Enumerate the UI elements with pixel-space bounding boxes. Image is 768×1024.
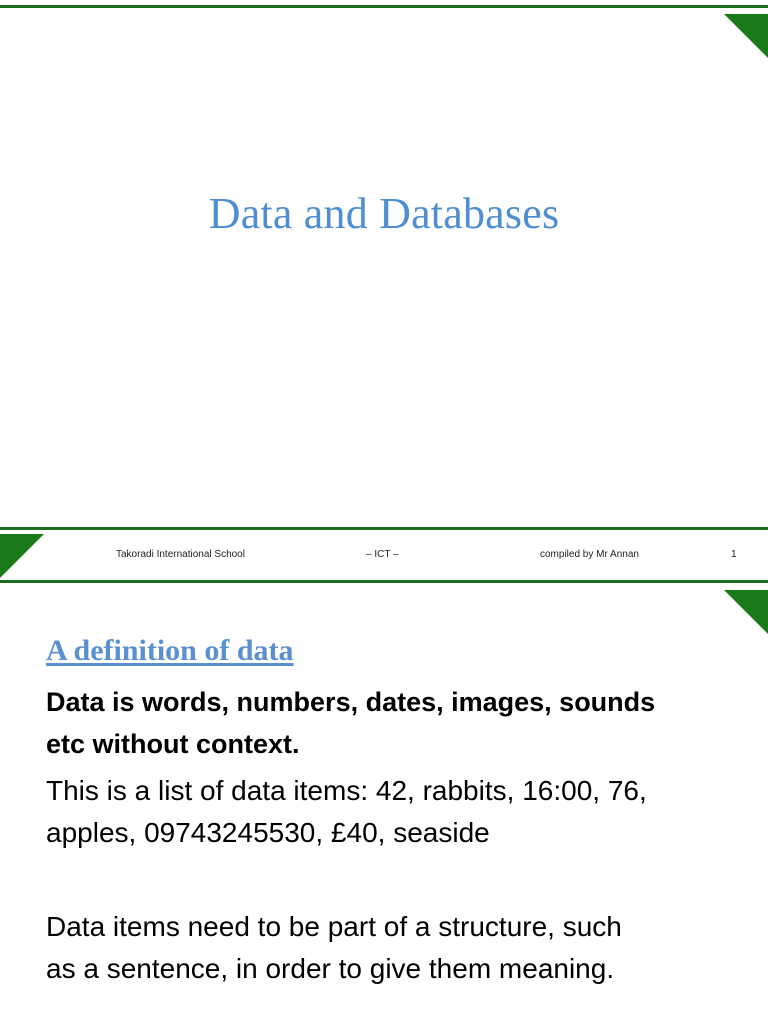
- definition-line-1: Data is words, numbers, dates, images, sounds: [46, 687, 656, 717]
- slide1-top-rule: [0, 5, 768, 8]
- slide-divider-rule: [0, 580, 768, 583]
- slide1-corner-triangle: [724, 14, 768, 58]
- slide-title: Data and Databases: [208, 189, 560, 238]
- footer-school: Takoradi International School: [116, 549, 245, 560]
- footer-corner-triangle: [0, 534, 44, 578]
- definition-paragraph: [46, 681, 736, 765]
- slide1-footer-rule: [0, 527, 768, 530]
- footer-author: compiled by Mr Annan: [540, 549, 639, 560]
- footer-page-number: 1: [731, 549, 737, 560]
- data-list-line-2: apples, 09743245530, £40, seaside: [46, 817, 490, 848]
- definition-line-2: etc without context.: [46, 729, 300, 759]
- footer-subject: – ICT –: [366, 549, 399, 560]
- section-heading: A definition of data: [46, 634, 294, 667]
- structure-paragraph: [46, 906, 746, 990]
- data-list-paragraph: [46, 770, 746, 854]
- structure-line-2: as a sentence, in order to give them meaning.: [46, 953, 615, 984]
- slide2-corner-triangle: [724, 590, 768, 634]
- structure-line-1: Data items need to be part of a structure, such: [46, 911, 622, 942]
- data-list-line-1: This is a list of data items: 42, rabbits, 16:00, 76,: [46, 775, 647, 806]
